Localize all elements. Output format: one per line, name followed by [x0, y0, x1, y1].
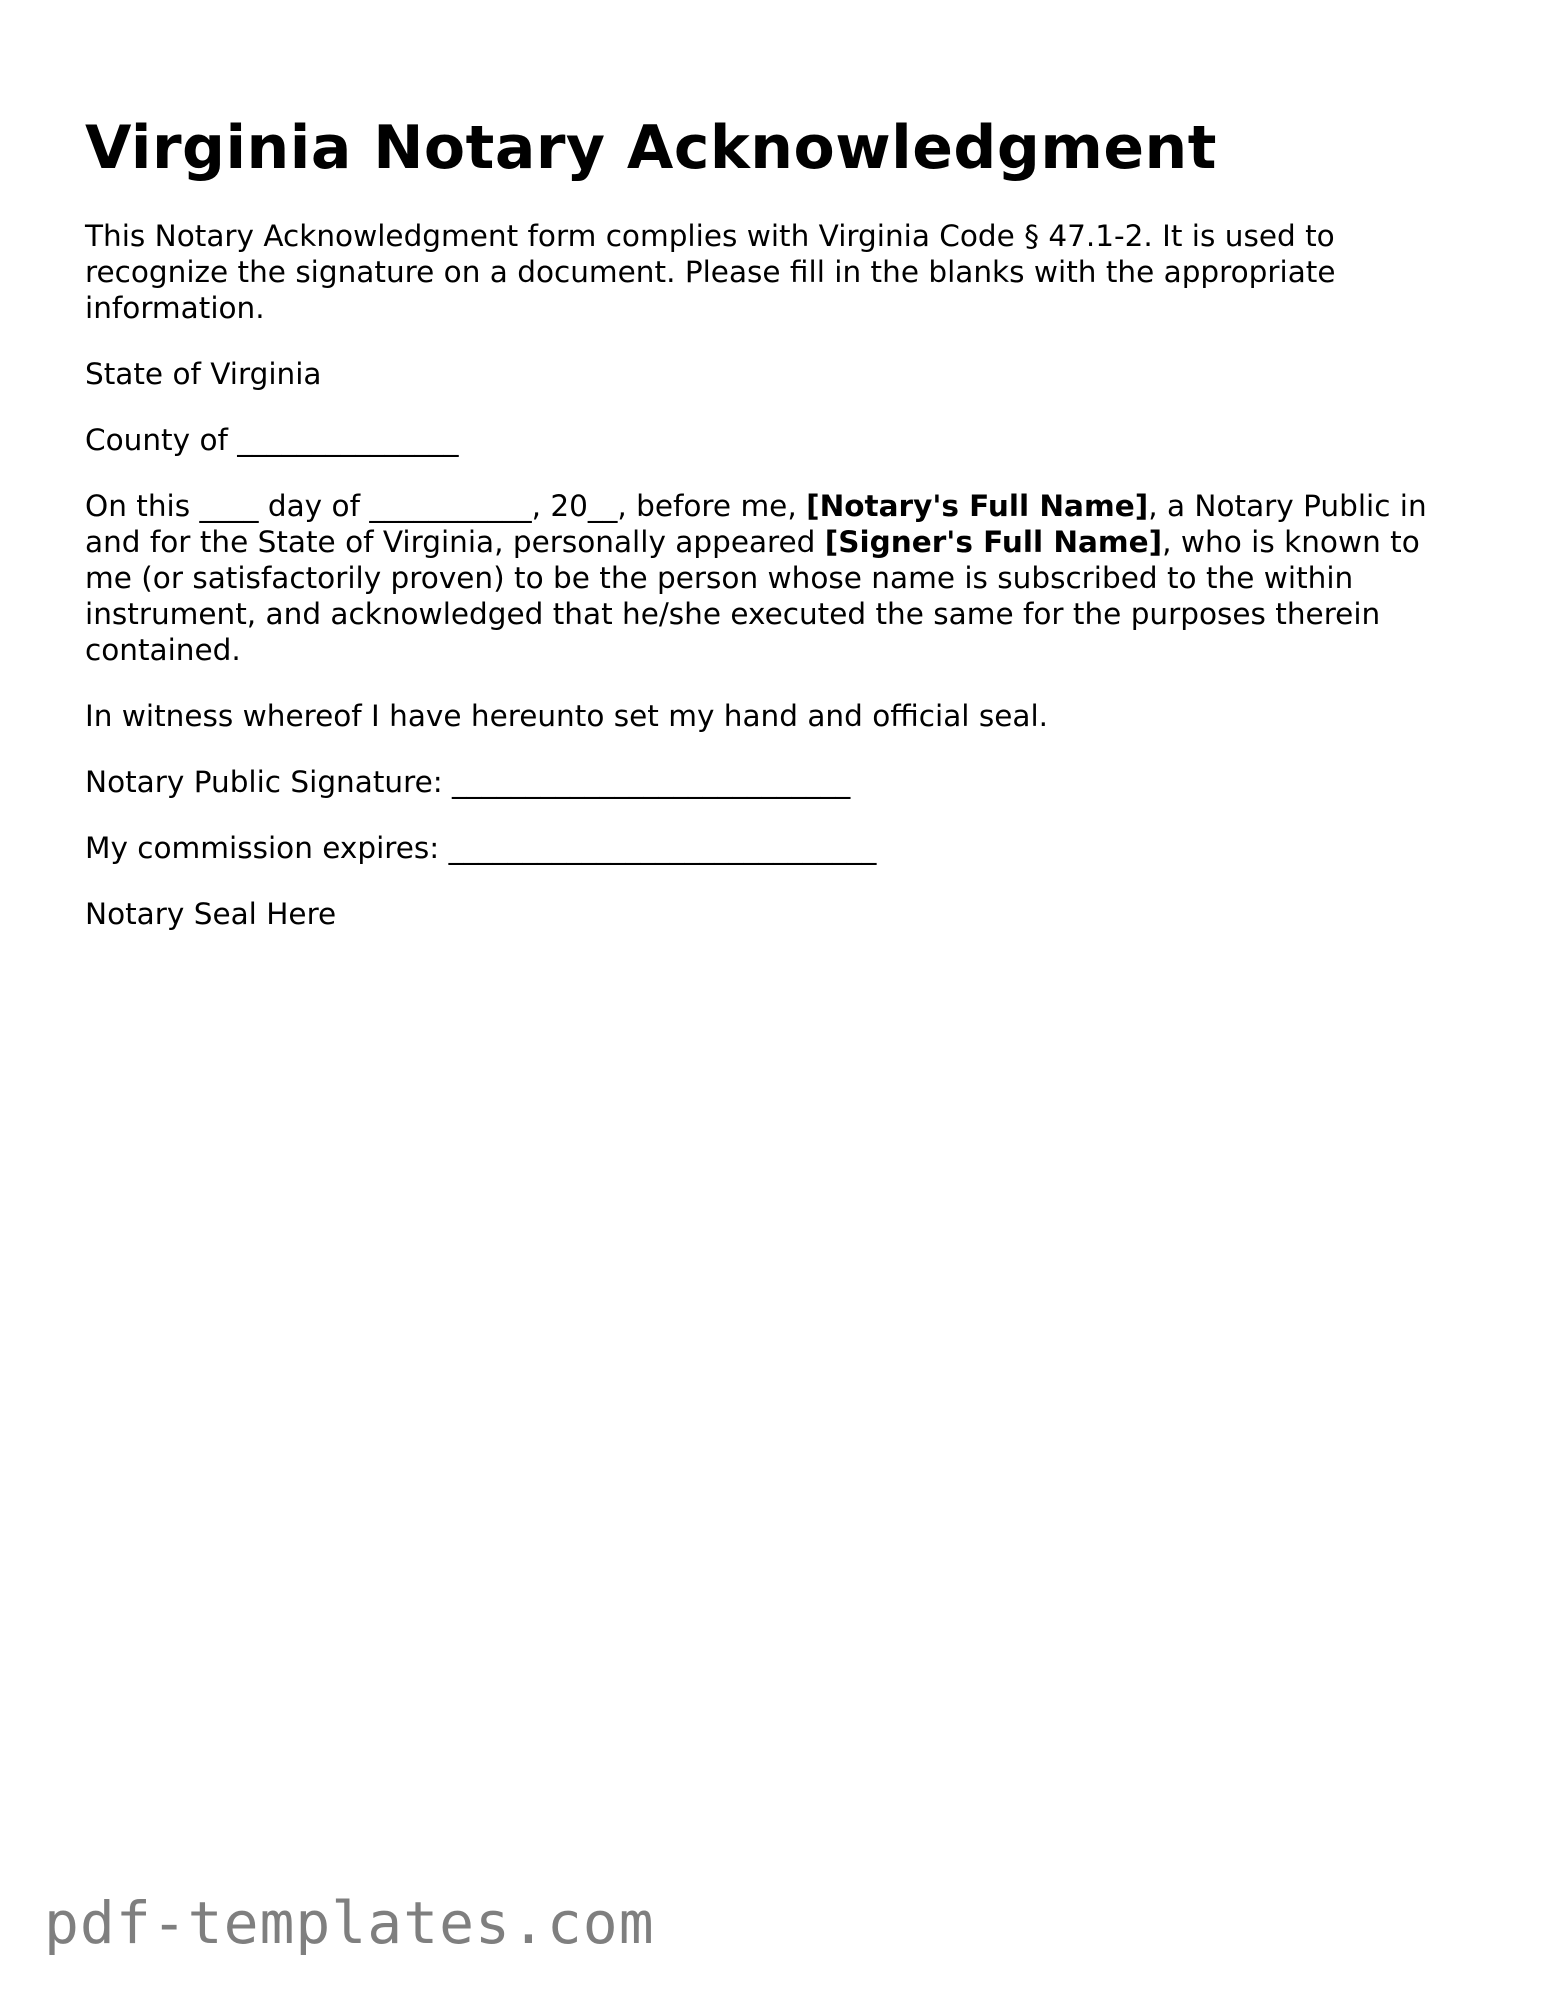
watermark: pdf-templates.com	[44, 1889, 655, 1957]
document-content	[85, 108, 1465, 932]
state-line: State of Virginia	[85, 357, 322, 391]
intro-paragraph: This Notary Acknowledgment form complies with Virginia Code § 47.1-2. It is used to recognize the signature on a document. Please fill in the blanks with the appropriate information.	[85, 219, 1336, 325]
signer-name-placeholder: [Signer's Full Name]	[824, 525, 1163, 559]
witness-line: In witness whereof I have hereunto set my hand and official seal.	[85, 699, 1049, 733]
county-line: County of _______________	[85, 423, 459, 457]
seal-line: Notary Seal Here	[85, 897, 337, 931]
body-text-part3: , who is known to me (or satisfactorily proven) to be the person whose name is subscribed to the within instrument, and acknowledged that he/she executed the same for the purposes therein contained.	[85, 525, 1420, 667]
acknowledgment-paragraph	[85, 488, 1465, 668]
notary-name-placeholder: [Notary's Full Name]	[806, 489, 1149, 523]
commission-line: My commission expires: _____________________________	[85, 831, 877, 865]
document-title: Virginia Notary Acknowledgment	[85, 113, 1217, 183]
body-text-part1: On this ____ day of ___________, 20__, before me,	[85, 489, 807, 523]
signature-line: Notary Public Signature: ___________________________	[85, 765, 851, 799]
body-text-part2: , a Notary Public in and for the State of Virginia, personally appeared	[85, 489, 1427, 559]
